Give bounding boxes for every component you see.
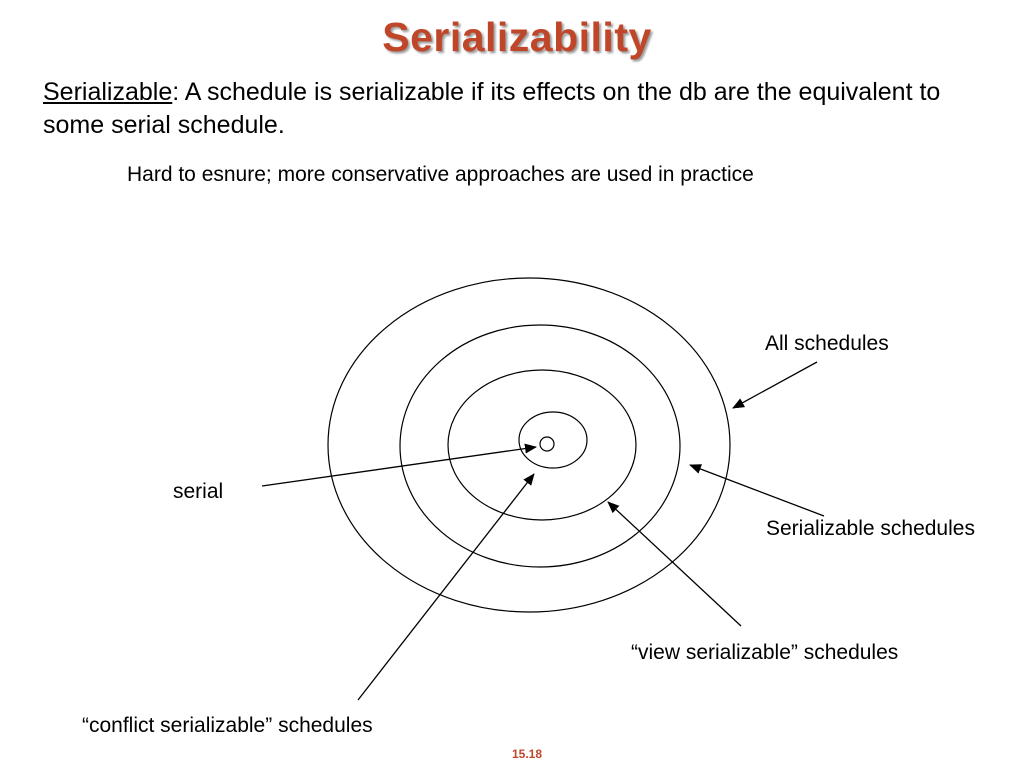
label-conflict-serializable: “conflict serializable” schedules: [82, 714, 373, 737]
page-number: 15.18: [511, 747, 543, 761]
label-view-serializable: “view serializable” schedules: [631, 641, 899, 664]
all-schedules-ellipse: [328, 278, 730, 612]
definition-term: Serializable: [43, 78, 173, 106]
slide-title: Serializability: [382, 14, 652, 60]
arrow-conflict-serializable: [358, 474, 534, 700]
arrow-all-schedules: [733, 362, 817, 408]
arrow-serializable: [690, 465, 824, 516]
arrow-view-serializable: [608, 502, 741, 626]
serial-point-ellipse: [540, 437, 554, 451]
label-all-schedules: All schedules: [765, 332, 889, 355]
label-serial: serial: [173, 480, 224, 503]
label-serializable-schedules: Serializable schedules: [766, 517, 975, 540]
definition-body: : A schedule is serializable if its effects on the db are the equivalent to some serial schedule.: [43, 78, 941, 139]
arrow-serial: [262, 447, 536, 486]
practice-note: Hard to esnure; more conservative approaches are used in practice: [127, 163, 754, 186]
view-serializable-ellipse: [448, 370, 636, 520]
